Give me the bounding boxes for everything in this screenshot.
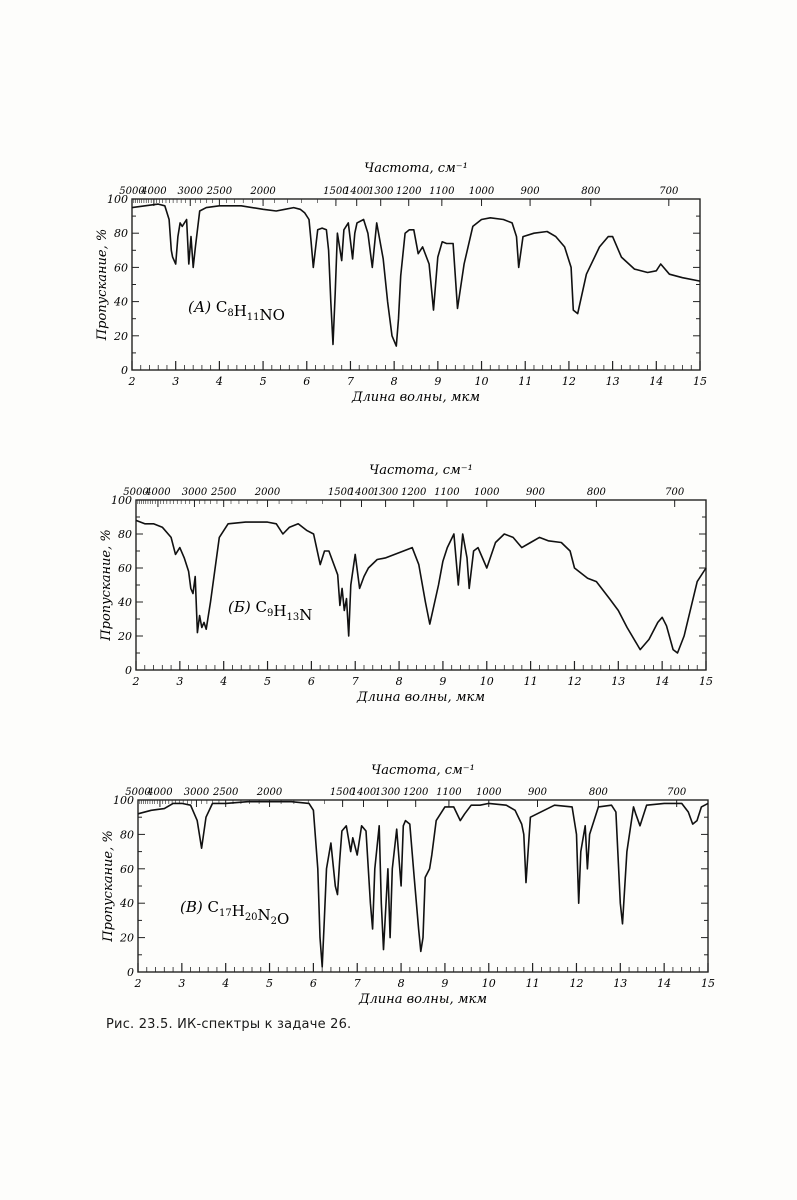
panel-letter: (Б) xyxy=(228,598,256,616)
x-axis-title: Длина волны, мкм xyxy=(356,690,486,705)
formula-element: C xyxy=(255,598,267,616)
y-tick-label: 100 xyxy=(107,193,128,206)
top-tick-label: 2000 xyxy=(254,487,281,498)
top-tick-label: 5000 xyxy=(125,787,151,798)
formula-subscript: 9 xyxy=(266,608,274,619)
x-tick-label: 5 xyxy=(259,375,267,388)
x-tick-label: 7 xyxy=(353,977,361,990)
plot-frame xyxy=(138,800,708,972)
formula-subscript: 20 xyxy=(244,912,258,923)
top-tick-label: 3000 xyxy=(183,787,210,798)
formula-element: H xyxy=(273,602,287,620)
panel-letter: (А) xyxy=(188,298,216,316)
spectrum-line xyxy=(138,802,708,967)
x-tick-label: 11 xyxy=(518,375,533,388)
y-tick-label: 20 xyxy=(118,630,132,643)
x-tick-label: 14 xyxy=(655,675,670,688)
x-tick-label: 12 xyxy=(567,675,582,688)
top-tick-label: 700 xyxy=(659,186,679,197)
top-tick-label: 3000 xyxy=(177,186,203,197)
x-tick-label: 6 xyxy=(303,375,311,388)
top-tick-label: 4000 xyxy=(147,787,173,798)
x-tick-label: 12 xyxy=(561,375,576,388)
x-axis-title: Длина волны, мкм xyxy=(351,390,481,405)
top-tick-label: 800 xyxy=(586,487,606,498)
x-tick-label: 9 xyxy=(441,977,449,990)
top-tick-label: 3000 xyxy=(181,487,208,498)
top-tick-label: 1200 xyxy=(400,487,427,498)
spectrum-panel-1 xyxy=(95,161,707,405)
x-tick-label: 7 xyxy=(351,675,359,688)
top-tick-label: 1200 xyxy=(402,787,429,798)
top-tick-label: 1300 xyxy=(367,186,394,197)
x-tick-label: 14 xyxy=(649,375,664,388)
top-tick-label: 1000 xyxy=(476,787,502,798)
top-tick-label: 2000 xyxy=(256,787,283,798)
top-tick-label: 1400 xyxy=(350,787,377,798)
x-tick-label: 8 xyxy=(397,977,405,990)
x-tick-label: 2 xyxy=(134,977,142,990)
compound-label xyxy=(228,598,312,624)
x-tick-label: 10 xyxy=(481,977,496,990)
top-axis-title: Частота, см⁻¹ xyxy=(369,463,473,478)
formula-element: N xyxy=(257,906,271,924)
x-tick-label: 5 xyxy=(266,977,274,990)
y-tick-label: 60 xyxy=(118,562,132,575)
y-tick-label: 100 xyxy=(111,494,132,507)
top-tick-label: 1300 xyxy=(374,787,401,798)
y-tick-label: 20 xyxy=(114,329,128,343)
y-axis-title: Пропускание, % xyxy=(99,529,114,641)
top-tick-label: 4000 xyxy=(145,487,171,498)
x-tick-label: 3 xyxy=(172,375,180,388)
y-tick-label: 60 xyxy=(114,261,128,275)
x-tick-label: 12 xyxy=(569,977,584,990)
top-tick-label: 5000 xyxy=(123,487,149,498)
x-tick-label: 11 xyxy=(523,675,538,688)
top-tick-label: 1500 xyxy=(327,487,354,498)
y-tick-label: 0 xyxy=(125,664,132,677)
y-tick-label: 60 xyxy=(120,862,134,876)
y-tick-label: 80 xyxy=(114,227,128,241)
x-tick-label: 5 xyxy=(264,675,272,688)
spectrum-line xyxy=(136,520,706,653)
x-tick-label: 6 xyxy=(307,675,315,688)
formula-element: C xyxy=(207,898,219,916)
x-tick-label: 6 xyxy=(309,977,317,990)
x-tick-label: 9 xyxy=(434,375,442,388)
y-tick-label: 0 xyxy=(121,364,128,377)
y-tick-label: 20 xyxy=(120,931,134,945)
formula-subscript: 11 xyxy=(246,312,260,323)
top-tick-label: 1400 xyxy=(348,487,375,498)
y-tick-label: 0 xyxy=(127,966,134,979)
y-tick-label: 100 xyxy=(113,794,134,807)
y-tick-label: 40 xyxy=(118,596,132,609)
x-tick-label: 7 xyxy=(346,375,354,388)
x-tick-label: 14 xyxy=(657,977,672,990)
formula-element: NO xyxy=(259,306,285,324)
x-tick-label: 4 xyxy=(222,977,230,990)
x-tick-label: 8 xyxy=(395,675,403,688)
top-tick-label: 1000 xyxy=(474,487,500,498)
top-tick-label: 1100 xyxy=(429,186,455,197)
x-tick-label: 15 xyxy=(699,675,713,688)
top-tick-label: 1100 xyxy=(434,487,460,498)
top-tick-label: 1400 xyxy=(343,186,370,197)
top-tick-label: 1500 xyxy=(329,787,356,798)
top-axis-title: Частота, см⁻¹ xyxy=(371,763,475,778)
x-tick-label: 15 xyxy=(701,977,715,990)
x-tick-label: 2 xyxy=(128,375,136,388)
x-tick-label: 8 xyxy=(390,375,398,388)
panel-letter: (В) xyxy=(180,898,208,916)
top-tick-label: 800 xyxy=(581,186,601,197)
top-tick-label: 900 xyxy=(525,487,546,498)
y-axis-title: Пропускание, % xyxy=(101,830,116,942)
top-tick-label: 2500 xyxy=(206,186,233,197)
top-tick-label: 2500 xyxy=(212,787,239,798)
top-tick-label: 700 xyxy=(667,787,687,798)
y-tick-label: 80 xyxy=(118,528,132,541)
top-tick-label: 1200 xyxy=(395,186,422,197)
spectrum-panel-3 xyxy=(101,763,715,1007)
top-tick-label: 1500 xyxy=(323,186,349,197)
top-tick-label: 2500 xyxy=(210,487,237,498)
x-tick-label: 13 xyxy=(605,375,620,388)
x-tick-label: 3 xyxy=(176,675,184,688)
top-tick-label: 4000 xyxy=(141,186,167,197)
x-tick-label: 4 xyxy=(220,675,228,688)
y-axis-title: Пропускание, % xyxy=(95,228,110,341)
top-tick-label: 1100 xyxy=(436,787,462,798)
x-tick-label: 11 xyxy=(525,977,540,990)
top-tick-label: 800 xyxy=(588,787,608,798)
formula-element: H xyxy=(231,902,245,920)
y-tick-label: 40 xyxy=(114,295,128,309)
spectrum-line xyxy=(132,204,700,346)
x-axis-title: Длина волны, мкм xyxy=(358,992,488,1007)
spectrum-panel-2 xyxy=(99,463,713,705)
x-tick-label: 15 xyxy=(693,375,707,388)
formula-element: N xyxy=(299,606,313,624)
plot-frame xyxy=(132,199,700,370)
x-tick-label: 4 xyxy=(215,375,223,388)
top-axis-title: Частота, см⁻¹ xyxy=(364,161,468,176)
x-tick-label: 9 xyxy=(439,675,447,688)
y-tick-label: 40 xyxy=(120,897,134,911)
formula-element: H xyxy=(233,302,247,320)
top-tick-label: 700 xyxy=(665,487,685,498)
x-tick-label: 2 xyxy=(132,675,140,688)
top-tick-label: 5000 xyxy=(119,186,145,197)
formula-element: O xyxy=(277,910,290,928)
x-tick-label: 13 xyxy=(611,675,626,688)
x-tick-label: 3 xyxy=(178,977,186,990)
x-tick-label: 10 xyxy=(474,375,489,388)
plot-frame xyxy=(136,500,706,670)
formula-subscript: 8 xyxy=(227,308,234,319)
formula-subscript: 17 xyxy=(218,908,232,919)
top-tick-label: 1300 xyxy=(372,487,399,498)
top-tick-label: 1000 xyxy=(468,186,495,197)
formula-element: C xyxy=(215,298,228,316)
x-tick-label: 13 xyxy=(613,977,628,990)
formula-subscript: 2 xyxy=(270,916,278,927)
x-tick-label: 10 xyxy=(479,675,494,688)
figure-caption: Рис. 23.5. ИК-спектры к задаче 26. xyxy=(106,1017,352,1032)
compound-label xyxy=(188,298,285,324)
y-tick-label: 80 xyxy=(120,828,134,842)
top-tick-label: 900 xyxy=(520,186,540,197)
top-tick-label: 2000 xyxy=(250,186,276,197)
formula-subscript: 13 xyxy=(286,612,300,623)
top-tick-label: 900 xyxy=(527,787,548,798)
compound-label xyxy=(180,898,289,928)
